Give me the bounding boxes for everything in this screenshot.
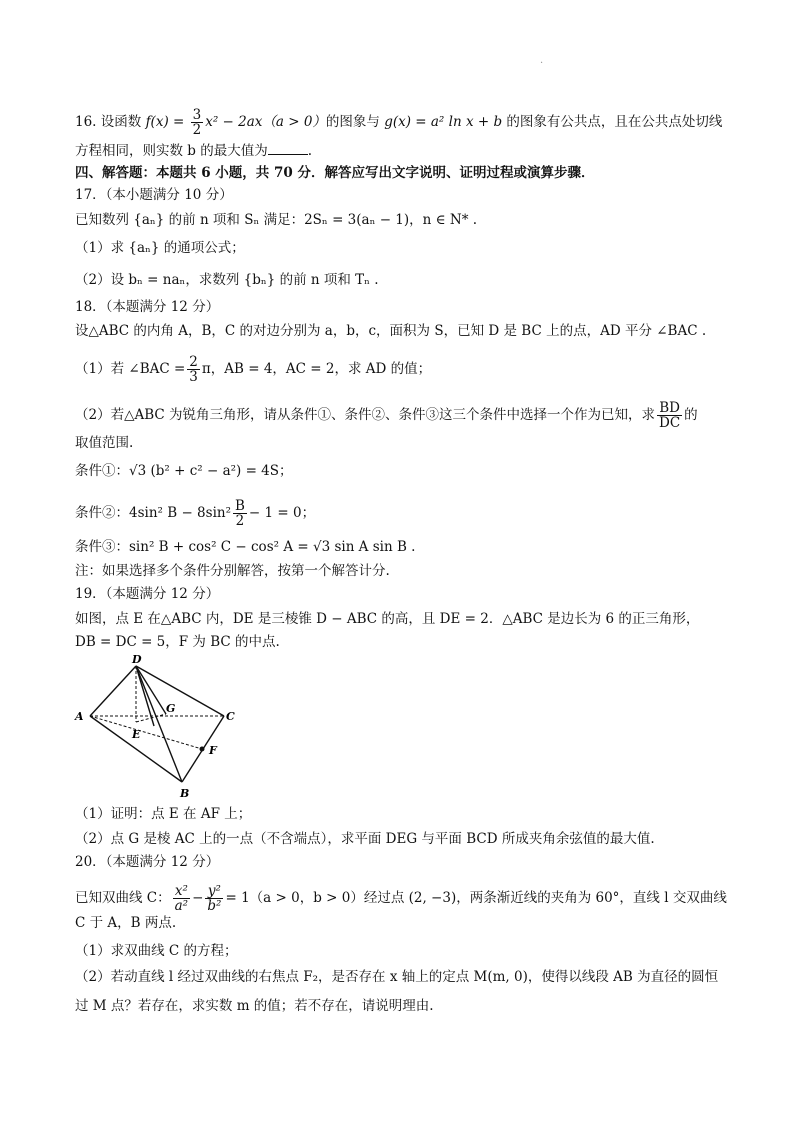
tetrahedron-figure (70, 652, 250, 802)
q20-stem-line1: 已知双曲线 C： $\frac{\text{x²}}{\text{a²}}$ − $\frac{\text{y²}}{\text{b²}}$ = 1（a > 0，b > 0）经过点 (2, −3)，两条渐近线的夹角为 60°，直线 l 交双曲线 (75, 883, 727, 914)
q18-ratio-fraction: $\frac{BD}{DC}$ (659, 400, 681, 431)
edge-DB (136, 666, 182, 782)
q19-stem-line1: 如图，点 E 在△ABC 内，DE 是三棱锥 D − ABC 的高，且 DE = 2．△ABC 是边长为 6 的正三角形， (75, 611, 700, 627)
label-E: E (132, 728, 141, 741)
label-C: C (226, 710, 235, 723)
label-F: F (209, 744, 217, 757)
q18-condition-3: 条件③：sin² B + cos² C − cos² A = √3 sin A sin B . (75, 539, 416, 555)
q18-part2: （2）若△ABC 为锐角三角形，请从条件①、条件②、条件③这三个条件中选择一个作为已知，求 $\frac{BD}{DC}$ 的 (75, 400, 698, 431)
q16-line1: 16. 设函数 f(x) = $\frac{3}{2}$ x² − 2ax（a > 0）的图象与 g(x) = a² ln x + b 的图象有公共点，且在公共点处切线 (75, 107, 723, 138)
edge-DG (136, 666, 166, 714)
q20-stem-line2: C 于 A，B 两点. (75, 915, 177, 931)
label-B: B (180, 787, 190, 800)
q17-stem: 已知数列 {aₙ} 的前 n 项和 Sₙ 满足：2Sₙ = 3(aₙ − 1)，n ∈ N* . (75, 212, 478, 228)
q19-stem-line2: DB = DC = 5，F 为 BC 的中点. (75, 634, 280, 650)
answer-blank (268, 142, 308, 155)
q18-angle-fraction: $\frac{2}{3}$ (189, 354, 198, 385)
q18-heading: 18．（本题满分 12 分） (75, 299, 220, 315)
label-G: G (166, 702, 176, 715)
label-D: D (132, 653, 142, 666)
q17-part1: （1）求 {aₙ} 的通项公式； (75, 240, 245, 256)
q17-part2: （2）设 bₙ = naₙ，求数列 {bₙ} 的前 n 项和 Tₙ . (75, 272, 379, 288)
q18-part2-cont: 取值范围. (75, 435, 134, 451)
q19-heading: 19．（本题满分 12 分） (75, 586, 220, 602)
section-4-heading: 四、解答题：本题共 6 小题，共 70 分．解答应写出文字说明、证明过程或演算步骤． (75, 165, 595, 181)
q20-part1: （1）求双曲线 C 的方程； (75, 943, 238, 959)
q20-heading: 20．（本题满分 12 分） (75, 854, 220, 870)
q18-condition-2: 条件②：4sin² B − 8sin² $\frac{B}{2}$ − 1 = 0； (75, 498, 316, 529)
q20-part2: （2）若动直线 l 经过双曲线的右焦点 F₂，是否存在 x 轴上的定点 M(m, 0)，使得以线段 AB 为直径的圆恒 (75, 969, 719, 985)
q20-y-fraction: $\frac{\text{y²}}{\text{b²}}$ (207, 883, 222, 914)
q16-fraction: $\frac{3}{2}$ (192, 107, 202, 138)
q18-half-angle-fraction: $\frac{B}{2}$ (235, 498, 245, 529)
q18-condition-1: 条件①：√3 (b² + c² − a²) = 4S； (75, 463, 293, 479)
q18-note: 注：如果选择多个条件分别解答，按第一个解答计分. (75, 563, 390, 579)
q20-part2-cont: 过 M 点？若存在，求实数 m 的值；若不存在，请说明理由. (75, 998, 434, 1014)
q17-heading: 17．（本小题满分 10 分） (75, 187, 233, 203)
q20-x-fraction: $\frac{\text{x²}}{\text{a²}}$ (174, 883, 189, 914)
q19-part1: （1）证明：点 E 在 AF 上； (75, 806, 252, 822)
q16-line2: 方程相同，则实数 b 的最大值为 . (75, 143, 313, 159)
point-F-dot (200, 747, 205, 752)
segment-AF-hidden (90, 716, 202, 749)
edge-DA (90, 666, 136, 716)
q19-part2: （2）点 G 是棱 AC 上的一点（不含端点），求平面 DEG 与平面 BCD 所成夹角余弦值的最大值. (75, 831, 655, 847)
label-A: A (75, 710, 84, 723)
q18-part1: （1）若 ∠BAC = $\frac{2}{3}$ π，AB = 4，AC = 2，求 AD 的值； (75, 354, 432, 385)
q18-stem: 设△ABC 的内角 A，B，C 的对边分别为 a，b，c，面积为 S，已知 D 是 BC 上的点，AD 平分 ∠BAC . (75, 323, 707, 339)
scan-speck: · (540, 58, 544, 69)
